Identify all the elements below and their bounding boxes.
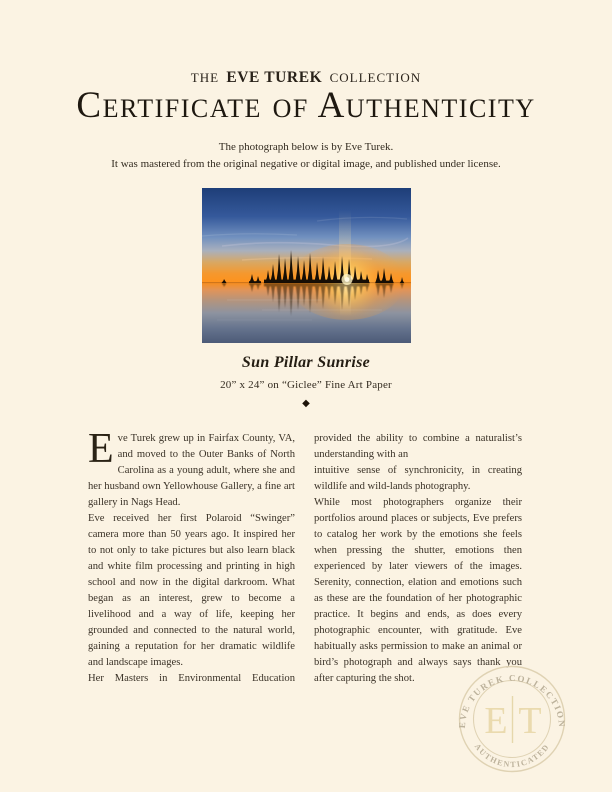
bio-paragraph: intuitive sense of synchronicity, in creating wildlife and wild-lands photography. — [314, 465, 522, 492]
bio-paragraph-text: ve Turek grew up in Fairfax County, VA, and moved to the Outer Banks of North Carolina as a young adult, where she and her husband own Yellowhouse Gallery, a fine art gallery in Nags Head. — [88, 433, 295, 508]
artwork-title: Sun Pillar Sunrise — [241, 354, 371, 371]
certificate-statement — [0, 139, 612, 172]
authentication-seal — [452, 659, 572, 779]
collection-header-word: COLLECTION — [329, 70, 422, 85]
bio-paragraph: provided the ability to combine a naturalist’s understanding with an — [314, 433, 522, 460]
seal-monogram-t: T — [518, 700, 542, 742]
collection-header-the: THE — [190, 70, 220, 85]
statement-line-2: It was mastered from the original negative or digital image, and published under license. — [111, 157, 501, 170]
page-title: Certificate of Authenticity — [76, 85, 536, 126]
bio-paragraph: While most photographers organize their portfolios around places or subjects, Eve prefers to catalog her work by the emotions she feels when pressing the shutter, emotions then experienced by later viewers of the images. Serenity, connection, elation and emotions such as these are the foundation of her photographic practice. It begins and ends, as does every photographic encounter, with gratitude. Eve habitually asks permission to make an animal or bird’s photograph and always says thank you after capturing the shot. — [314, 497, 522, 684]
collection-header-name: EVE TUREK — [226, 69, 323, 86]
bio-paragraph — [88, 426, 295, 511]
bio-column-right — [314, 431, 522, 687]
seal-top-text: EVE TUREK COLLECTION — [456, 672, 568, 729]
artwork-size-line: 20” x 24” on “Giclee” Fine Art Paper — [220, 379, 392, 391]
bio-column-left — [88, 426, 295, 687]
bio-paragraph: Eve received her first Polaroid “Swinger” camera more than 50 years ago. It inspired her to not only to take pictures but also learn black and white film processing and printing in high school and now in the digital darkroom. What began as an interest, grew to become a livelihood and a way of life, keeping her grounded and connected to the natural world, gaining a reputation for her dramatic wildlife and landscape images. — [88, 513, 295, 668]
biography-columns — [88, 426, 522, 687]
seal-monogram-e: E — [484, 700, 508, 742]
sunrise-photo-graphic — [202, 188, 411, 343]
diamond-divider-icon: ◆ — [302, 398, 310, 409]
drop-cap: E — [88, 426, 114, 472]
artwork-photo — [202, 188, 411, 343]
sun — [345, 277, 350, 282]
statement-line-1: The photograph below is by Eve Turek. — [218, 141, 394, 153]
seal-bottom-text: AUTHENTICATED — [472, 741, 552, 770]
bio-paragraph: Her Masters in Environmental Education — [88, 673, 295, 684]
